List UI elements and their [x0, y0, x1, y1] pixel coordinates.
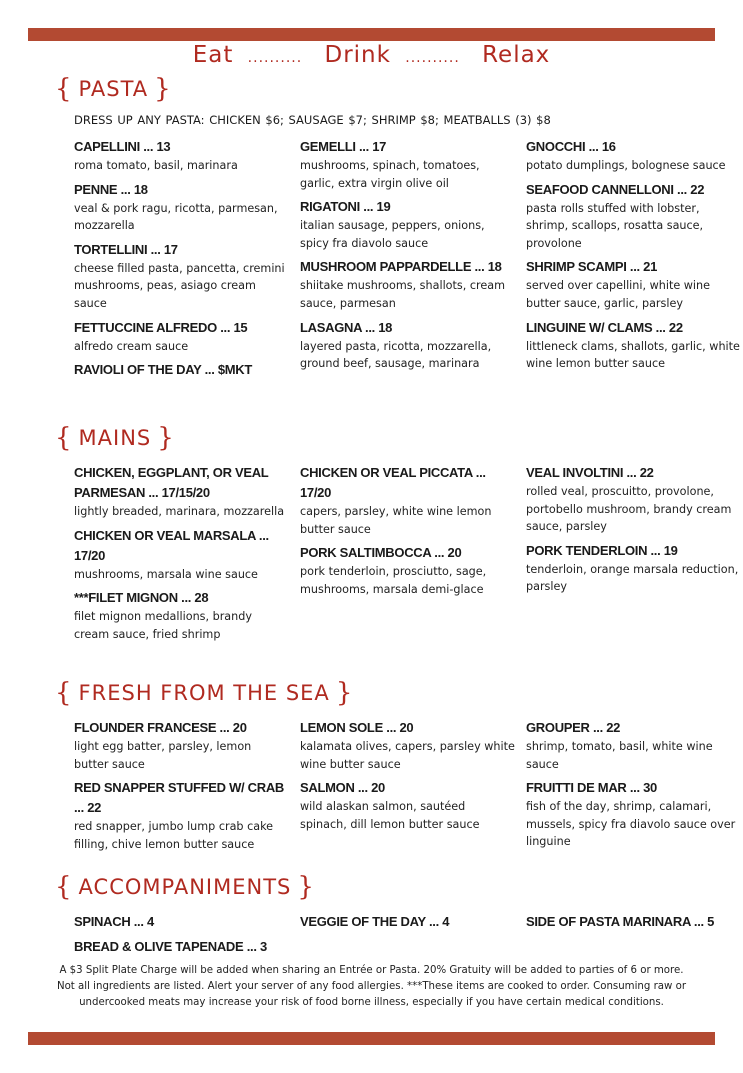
menu-item — [300, 257, 515, 312]
menu-item-name: FRUITTI DE MAR ... 30 — [526, 780, 657, 796]
menu-item-description: potato dumplings, bolognese sauce — [526, 159, 726, 172]
menu-item-name: BREAD & OLIVE TAPENADE ... 3 — [74, 939, 267, 954]
menu-item — [526, 541, 741, 596]
menu-item-name: RAVIOLI OF THE DAY ... $MKT — [74, 362, 253, 378]
menu-item-description: filet mignon medallions, brandy cream sauce, fried shrimp — [74, 610, 252, 641]
menu-item — [300, 137, 515, 192]
menu-item-description: red snapper, jumbo lump crab cake filling, chive lemon butter sauce — [74, 820, 274, 851]
menu-item-description: veal & pork ragu, ricotta, parmesan, mozzarella — [74, 201, 278, 233]
menu-item — [74, 778, 289, 853]
menu-item-name: CHICKEN OR VEAL PICCATA ... 17/20 — [300, 465, 486, 500]
sea-column-1 — [74, 718, 289, 858]
menu-item-name: FETTUCCINE ALFREDO ... 15 — [74, 319, 248, 335]
menu-item — [300, 912, 515, 932]
menu-item-description: pasta rolls stuffed with lobster, shrimp, scallops, rosatta sauce, provolone — [526, 201, 704, 250]
menu-item-description: mushrooms, spinach, tomatoes, garlic, extra virgin olive oil — [300, 159, 480, 190]
menu-item-description: light egg batter, parsley, lemon butter sauce — [74, 740, 252, 771]
mains-column-1 — [74, 463, 289, 648]
brace-close: } — [297, 872, 315, 902]
menu-item-name: CHICKEN, EGGPLANT, OR VEAL PARMESAN ... 17/15/20 — [74, 465, 269, 500]
menu-item-name: SALMON ... 20 — [300, 780, 385, 796]
menu-item — [74, 360, 289, 380]
menu-item-name: PORK SALTIMBOCCA ... 20 — [300, 545, 462, 561]
menu-item-description: alfredo cream sauce — [74, 339, 189, 353]
menu-item — [300, 463, 515, 538]
menu-item-description: rolled veal, proscuitto, provolone, portobello mushroom, brandy cream sauce, parsley — [526, 485, 732, 534]
brace-open: { — [55, 74, 73, 104]
menu-item-name: FLOUNDER FRANCESE ... 20 — [74, 720, 247, 735]
section-name: MAINS — [78, 426, 152, 450]
brace-close: } — [154, 74, 172, 104]
sea-column-2 — [300, 718, 515, 838]
menu-item — [526, 463, 741, 536]
menu-item-name: PENNE ... 18 — [74, 181, 148, 197]
menu-item-description: layered pasta, ricotta, mozzarella, ground beef, sausage, marinara — [300, 339, 492, 371]
menu-item — [526, 137, 741, 175]
sea-column-3 — [526, 718, 741, 856]
bottom-border-bar — [28, 1032, 715, 1045]
menu-item — [300, 543, 515, 598]
accompaniments-column-1 — [74, 912, 294, 962]
pasta-column-3 — [526, 137, 741, 378]
menu-item-description: pork tenderloin, prosciutto, sage, mushrooms, marsala demi-glace — [300, 565, 487, 596]
menu-item — [300, 318, 515, 373]
brace-close: } — [335, 678, 354, 708]
tagline-drink: Drink — [324, 42, 391, 68]
menu-item — [74, 937, 294, 957]
menu-item-description: kalamata olives, capers, parsley white wine butter sauce — [300, 740, 515, 771]
top-border-bar — [28, 28, 715, 41]
tagline — [0, 42, 743, 68]
menu-item-description: served over capellini, white wine butter sauce, garlic, parsley — [526, 279, 711, 310]
menu-item-name: TORTELLINI ... 17 — [74, 241, 178, 257]
brace-open: { — [55, 423, 73, 453]
menu-item — [74, 912, 294, 932]
menu-item-description: tenderloin, orange marsala reduction, parsley — [526, 562, 739, 594]
menu-item-name: GNOCCHI ... 16 — [526, 139, 616, 154]
menu-item-description: littleneck clams, shallots, garlic, white wine lemon butter sauce — [526, 339, 740, 371]
section-name: ACCOMPANIMENTS — [78, 875, 292, 899]
menu-item-description: lightly breaded, marinara, mozzarella — [74, 505, 285, 518]
menu-item-name: SIDE OF PASTA MARINARA ... 5 — [526, 914, 715, 929]
accompaniments-column-2 — [300, 912, 515, 937]
pasta-column-1 — [74, 137, 289, 385]
menu-item — [300, 718, 515, 773]
menu-item-description: shiitake mushrooms, shallots, cream sauce, parmesan — [300, 279, 505, 310]
menu-item — [526, 318, 741, 373]
menu-item — [74, 318, 289, 356]
menu-item — [74, 180, 289, 235]
menu-item — [300, 778, 515, 833]
tagline-eat: Eat — [192, 42, 234, 68]
menu-item-name: LASAGNA ... 18 — [300, 319, 393, 335]
brace-open: { — [55, 678, 73, 708]
menu-item — [74, 718, 289, 773]
menu-item-description: italian sausage, peppers, onions, spicy fra diavolo sauce — [300, 219, 485, 250]
menu-item-description: capers, parsley, white wine lemon butter sauce — [300, 505, 492, 536]
menu-item — [74, 588, 289, 643]
menu-item-name: CHICKEN OR VEAL MARSALA ... 17/20 — [74, 527, 269, 563]
menu-item-name: SEAFOOD CANNELLONI ... 22 — [526, 181, 705, 197]
menu-item-name: SPINACH ... 4 — [74, 914, 154, 929]
mains-column-3 — [526, 463, 741, 601]
menu-item-name: GEMELLI ... 17 — [300, 139, 387, 154]
tagline-dots: .......... — [405, 50, 460, 66]
menu-item-name: RED SNAPPER STUFFED W/ CRAB ... 22 — [74, 780, 285, 816]
menu-item-description: fish of the day, shrimp, calamari, mussels, spicy fra diavolo sauce over linguine — [526, 800, 736, 849]
menu-item — [526, 912, 741, 932]
section-title-mains — [55, 423, 175, 453]
menu-item-name: VEGGIE OF THE DAY ... 4 — [300, 914, 450, 929]
brace-close: } — [157, 423, 175, 453]
menu-item-name: ***FILET MIGNON ... 28 — [74, 590, 209, 606]
menu-item-name: VEAL INVOLTINI ... 22 — [526, 465, 654, 480]
menu-item-name: GROUPER ... 22 — [526, 720, 621, 735]
section-title-sea — [55, 678, 353, 708]
menu-item-name: MUSHROOM PAPPARDELLE ... 18 — [300, 259, 502, 275]
menu-item — [74, 526, 289, 584]
menu-item-name: RIGATONI ... 19 — [300, 199, 391, 215]
menu-item-name: LEMON SOLE ... 20 — [300, 720, 414, 735]
menu-item — [74, 137, 289, 175]
menu-item — [526, 778, 741, 851]
menu-item — [526, 180, 741, 253]
menu-item — [74, 463, 289, 521]
menu-item-description: shrimp, tomato, basil, white wine sauce — [526, 740, 713, 771]
section-name: PASTA — [78, 77, 149, 101]
tagline-relax: Relax — [482, 42, 551, 68]
menu-item-name: SHRIMP SCAMPI ... 21 — [526, 259, 658, 275]
menu-item-description: roma tomato, basil, marinara — [74, 159, 238, 172]
menu-item-name: LINGUINE W/ CLAMS ... 22 — [526, 319, 683, 335]
section-name: FRESH FROM THE SEA — [78, 681, 330, 705]
menu-item-description: cheese filled pasta, pancetta, cremini mushrooms, peas, asiago cream sauce — [74, 261, 285, 310]
menu-item — [526, 718, 741, 773]
menu-item-description: mushrooms, marsala wine sauce — [74, 567, 258, 581]
menu-item — [526, 257, 741, 312]
footer-disclaimer: A $3 Split Plate Charge will be added when sharing an Entrée or Pasta. 20% Gratuity will be added to parties of 6 or more. Not all ingredients are listed. Alert your server of any food allergies. ***These items are cooked to order. Consuming raw or undercooked meats may increase your risk of food borne illness, especially if you have certain medical conditions. — [56, 965, 687, 1008]
menu-item-description: wild alaskan salmon, sautéed spinach, dill lemon butter sauce — [300, 800, 480, 831]
section-title-pasta — [55, 74, 172, 104]
pasta-column-2 — [300, 137, 515, 378]
brace-open: { — [55, 872, 73, 902]
accompaniments-column-3 — [526, 912, 741, 937]
menu-item-name: PORK TENDERLOIN ... 19 — [526, 542, 678, 558]
menu-item — [74, 240, 289, 313]
mains-column-2 — [300, 463, 515, 603]
tagline-dots: .......... — [247, 50, 303, 66]
pasta-addons: DRESS UP ANY PASTA: CHICKEN $6; SAUSAGE $7; SHRIMP $8; MEATBALLS (3) $8 — [74, 113, 551, 127]
menu-item-name: CAPELLINI ... 13 — [74, 139, 171, 154]
section-title-accompaniments — [55, 872, 315, 902]
menu-item — [300, 197, 515, 252]
